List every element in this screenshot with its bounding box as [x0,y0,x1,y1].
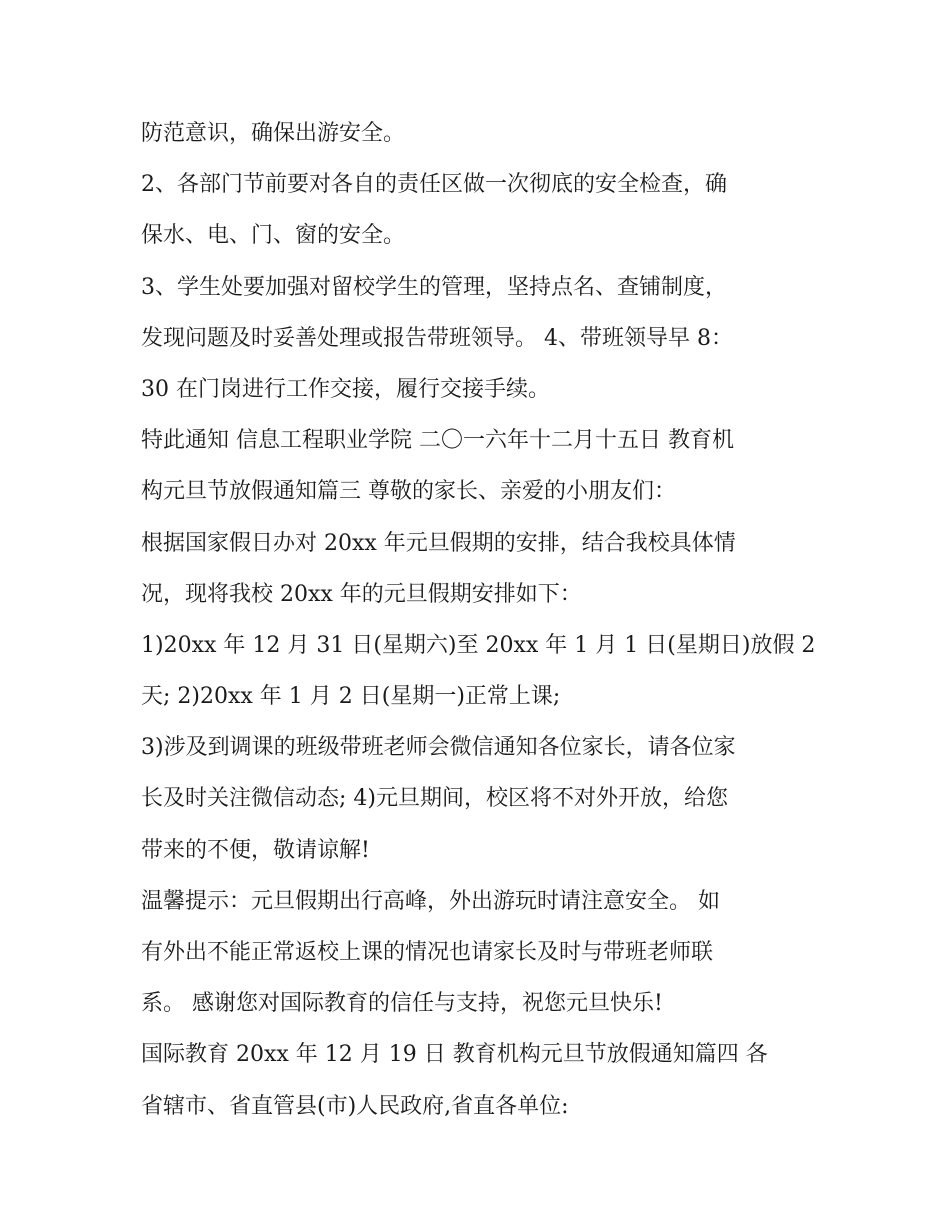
text-line: 天; 2)20xx 年 1 月 2 日(星期一)正常上课; [141,684,561,710]
text-line: 根据国家假日办对 20xx 年元旦假期的安排，结合我校具体情 [141,530,736,556]
text-line: 特此通知 信息工程职业学院 二〇一六年十二月十五日 教育机 [141,428,734,454]
text-line: 构元旦节放假通知篇三 尊敬的家长、亲爱的小朋友们： [141,479,676,505]
text-line: 系。 感谢您对国际教育的信任与支持，祝您元旦快乐! [141,991,663,1017]
text-line: 省辖市、省直管县(市)人民政府,省直各单位: [141,1093,569,1119]
text-line: 发现问题及时妥善处理或报告带班领导。 4、带班领导早 8： [141,325,733,351]
text-line: 况，现将我校 20xx 年的元旦假期安排如下： [141,581,582,607]
text-line: 带来的不便，敬请谅解! [141,837,370,863]
text-line: 温馨提示：元旦假期出行高峰，外出游玩时请注意安全。 如 [141,888,720,914]
document-body [141,108,821,1132]
text-line: 保水、电、门、窗的安全。 [141,223,406,249]
text-line: 国际教育 20xx 年 12 月 19 日 教育机构元旦节放假通知篇四 各 [141,1042,768,1068]
text-line: 长及时关注微信动态; 4)元旦期间，校区将不对外开放，给您 [141,786,728,812]
text-line: 3)涉及到调课的班级带班老师会微信通知各位家长，请各位家 [141,735,736,761]
text-line: 2、各部门节前要对各自的责任区做一次彻底的安全检查，确 [141,172,727,198]
text-line: 有外出不能正常返校上课的情况也请家长及时与带班老师联 [141,940,714,965]
text-line: 防范意识，确保出游安全。 [141,121,406,146]
text-line: 3、学生处要加强对留校学生的管理，坚持点名、查铺制度， [141,274,727,300]
text-line: 30 在门岗进行工作交接，履行交接手续。 [141,376,550,402]
text-line: 1)20xx 年 12 月 31 日(星期六)至 20xx 年 1 月 1 日(星期日)放假 2 [141,632,816,658]
